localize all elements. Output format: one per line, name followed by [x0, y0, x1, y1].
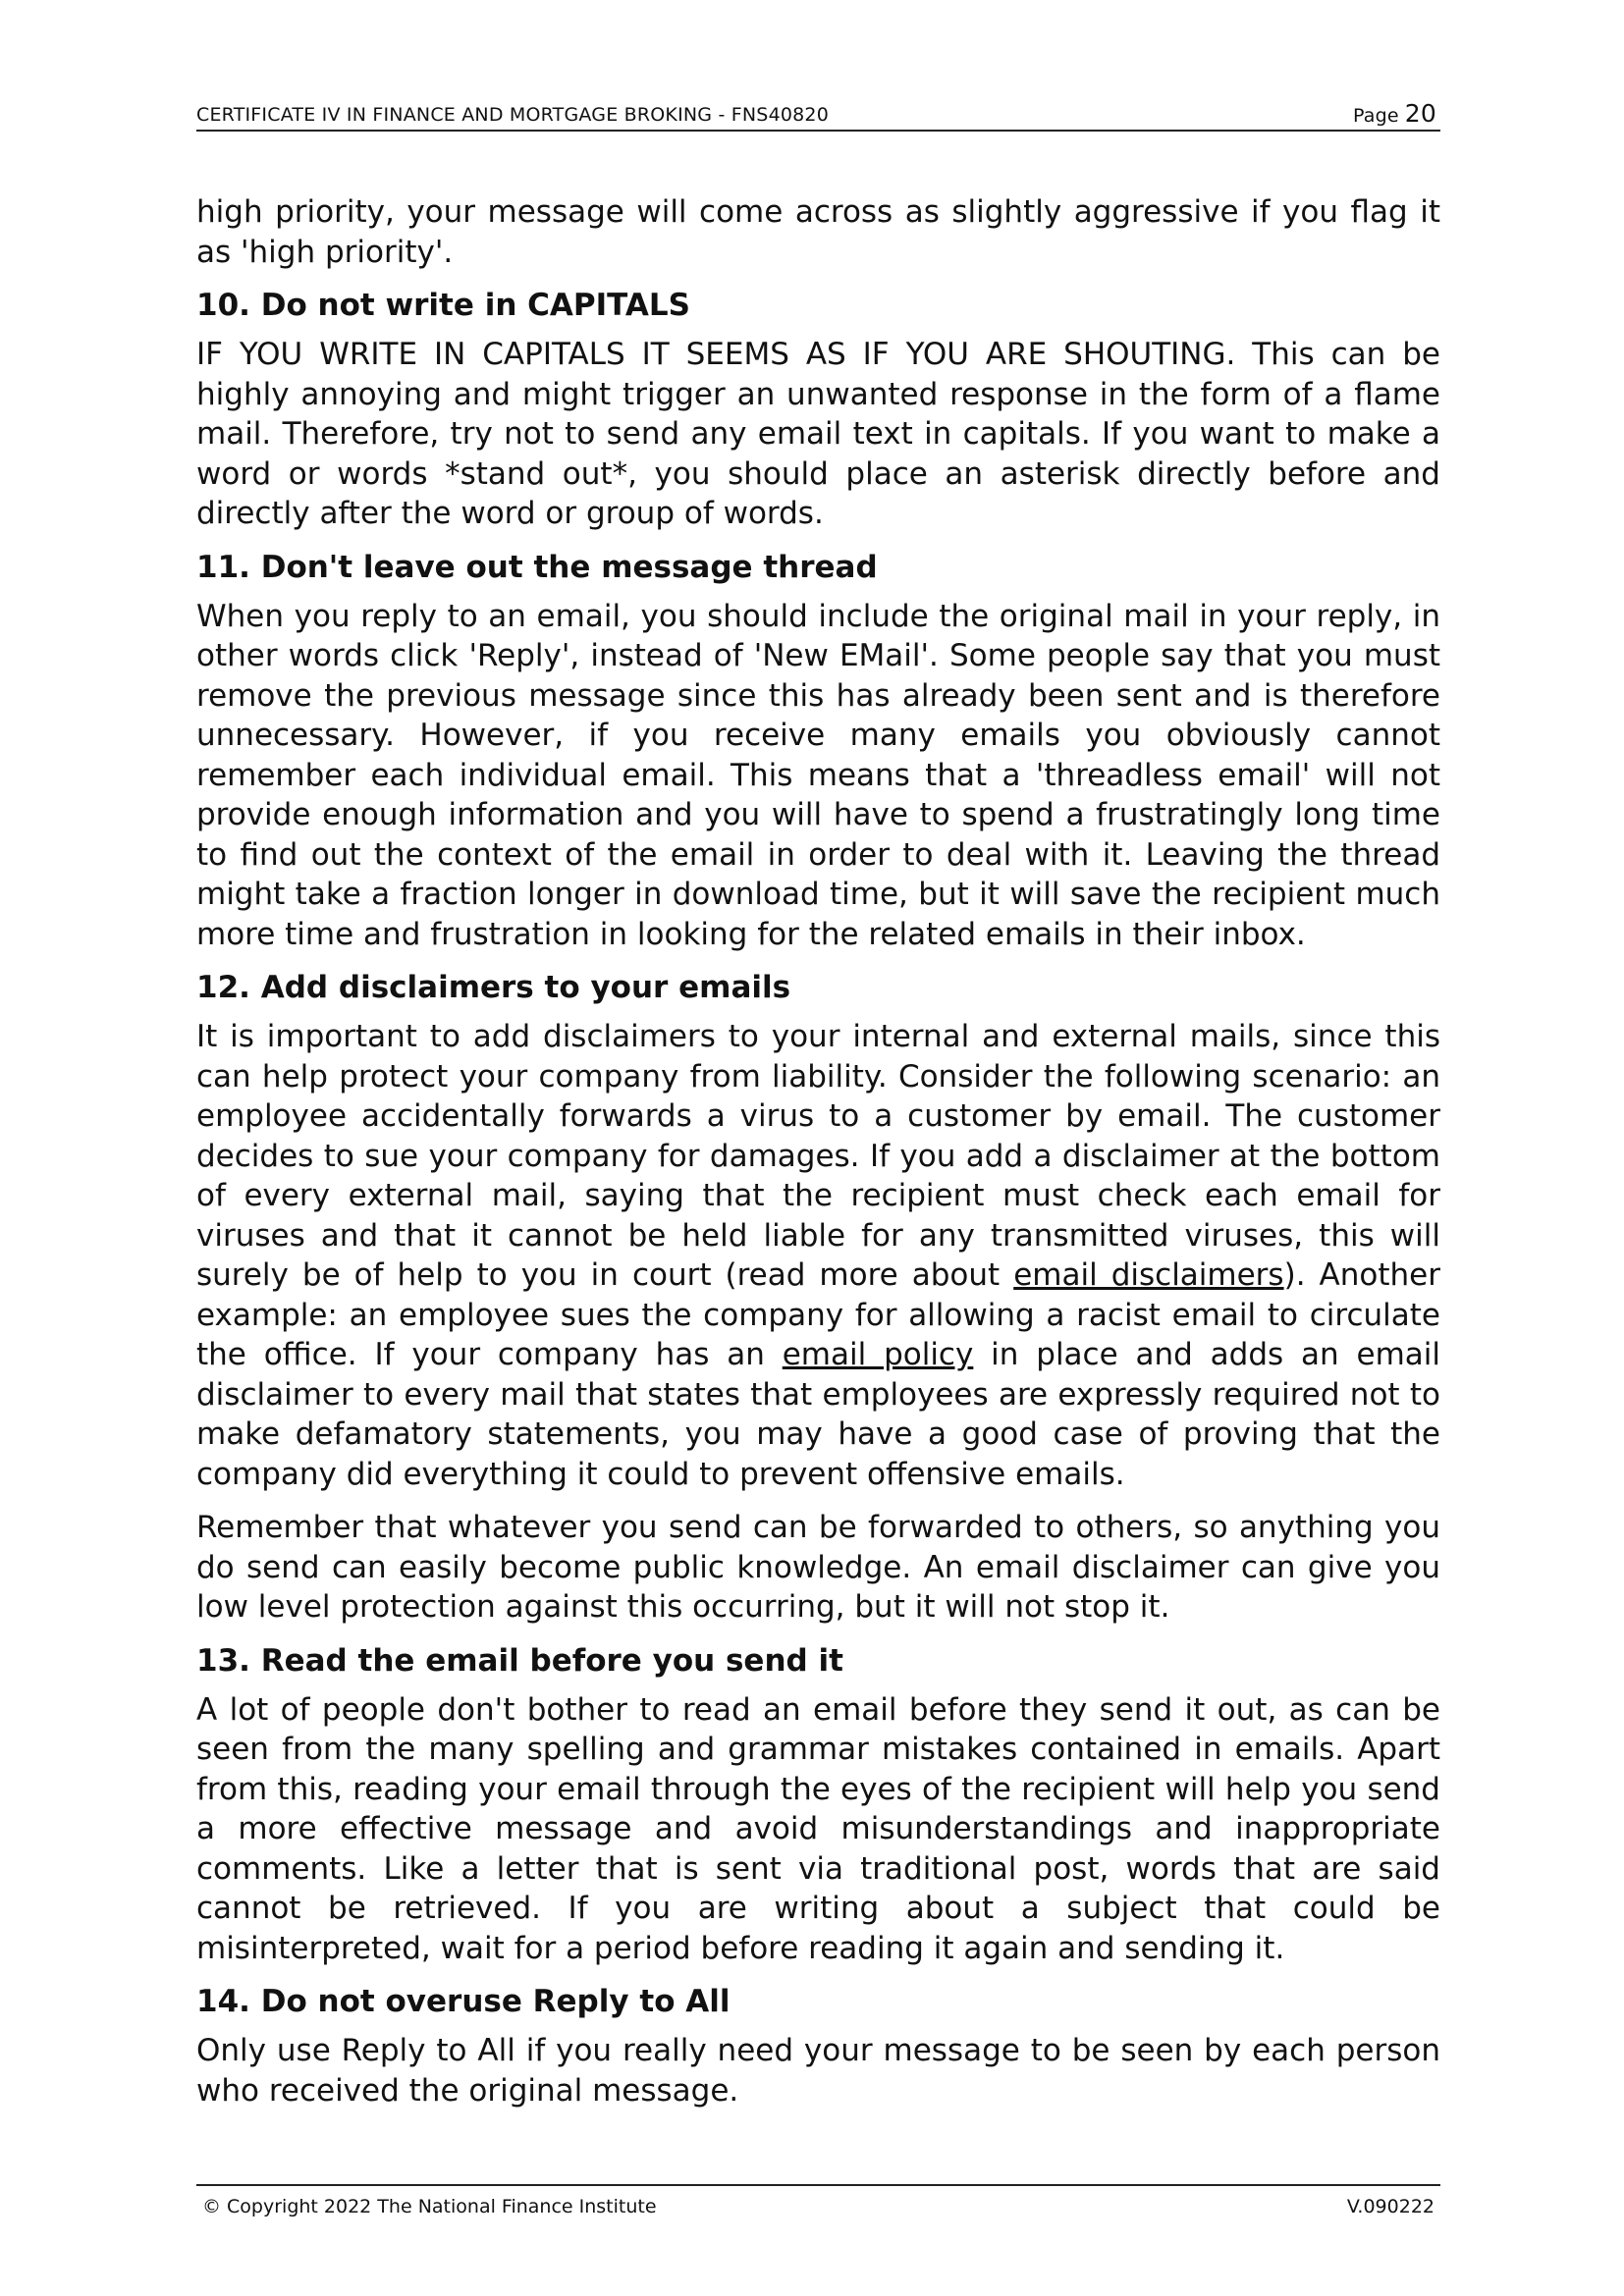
intro-paragraph: high priority, your message will come across as slightly aggressive if you flag it as 'high priority'.: [196, 194, 1440, 270]
section-14-paragraph: Only use Reply to All if you really need your message to be seen by each person who received the original message.: [196, 2033, 1440, 2109]
section-12-text-c: in place and adds an email disclaimer to every mail that states that employees are expressly required not to make defamatory statements, you may have a good case of proving that the company did everything it could to prevent offensive emails.: [196, 1337, 1440, 1492]
section-12-text-a: It is important to add disclaimers to your internal and external mails, since this can help protect your company from liability. Consider the following scenario: an employee accidentally forwards a virus to a customer by email. The customer decides to sue your company for damages. If you add a disclaimer at the bottom of every external mail, saying that the recipient must check each email for viruses and that it cannot be held liable for any transmitted viruses, this will surely be of help to you in court (read more about: [196, 1019, 1440, 1293]
page-footer: [196, 2184, 1440, 2225]
section-11-heading: 11. Don't leave out the message thread: [196, 549, 878, 585]
footer-version: V.090222: [1346, 2196, 1435, 2217]
email-policy-link[interactable]: email policy: [782, 1337, 974, 1372]
section-12-paragraph-1: [196, 1017, 1440, 1494]
footer-copyright: © Copyright 2022 The National Finance Institute: [202, 2196, 657, 2217]
section-12-heading: 12. Add disclaimers to your emails: [196, 970, 791, 1005]
section-10-heading: 10. Do not write in CAPITALS: [196, 288, 690, 323]
header-title: CERTIFICATE IV IN FINANCE AND MORTGAGE BROKING - FNS40820: [196, 104, 830, 126]
section-13-paragraph: A lot of people don't bother to read an email before they send it out, as can be seen from the many spelling and grammar mistakes contained in emails. Apart from this, reading your email through the eyes of the recipient will help you send a more effective message and avoid misunderstandings and inappropriate comments. Like a letter that is sent via traditional post, words that are said cannot be retrieved. If you are writing about a subject that could be misinterpreted, wait for a period before reading it again and sending it.: [196, 1691, 1440, 1966]
header-page-label: Page: [1352, 105, 1399, 127]
section-12-text-b: ). Another example: an employee sues the company for allowing a racist email to circulate the office. If your company has an: [196, 1257, 1440, 1372]
section-13-heading: 13. Read the email before you send it: [196, 1642, 843, 1679]
email-disclaimers-link[interactable]: email disclaimers: [1013, 1257, 1284, 1293]
section-10-paragraph: IF YOU WRITE IN CAPITALS IT SEEMS AS IF YOU ARE SHOUTING. This can be highly annoying and might trigger an unwanted response in the form of a flame mail. Therefore, try not to send any email text in capitals. If you want to make a word or words *stand out*, you should place an asterisk directly before and directly after the word or group of words.: [196, 337, 1440, 531]
section-14-heading: 14. Do not overuse Reply to All: [196, 1984, 731, 2019]
page-header: [196, 96, 1440, 132]
header-page: [1353, 99, 1436, 128]
header-page-number: 20: [1404, 99, 1436, 128]
section-11-paragraph: When you reply to an email, you should include the original mail in your reply, in other words click 'Reply', instead of 'New EMail'. Some people say that you must remove the previous message since this has already been sent and is therefore unnecessary. However, if you receive many emails you obviously cannot remember each individual email. This means that a 'threadless email' will not provide enough information and you will have to spend a frustratingly long time to find out the context of the email in order to deal with it. Leaving the thread might take a fraction longer in download time, but it will save the recipient much more time and frustration in looking for the related emails in their inbox.: [196, 598, 1440, 952]
section-12-paragraph-2: Remember that whatever you send can be forwarded to others, so anything you do send can easily become public knowledge. An email disclaimer can give you low level protection against this occurring, but it will not stop it.: [196, 1510, 1440, 1625]
page-content: [196, 192, 1440, 2110]
